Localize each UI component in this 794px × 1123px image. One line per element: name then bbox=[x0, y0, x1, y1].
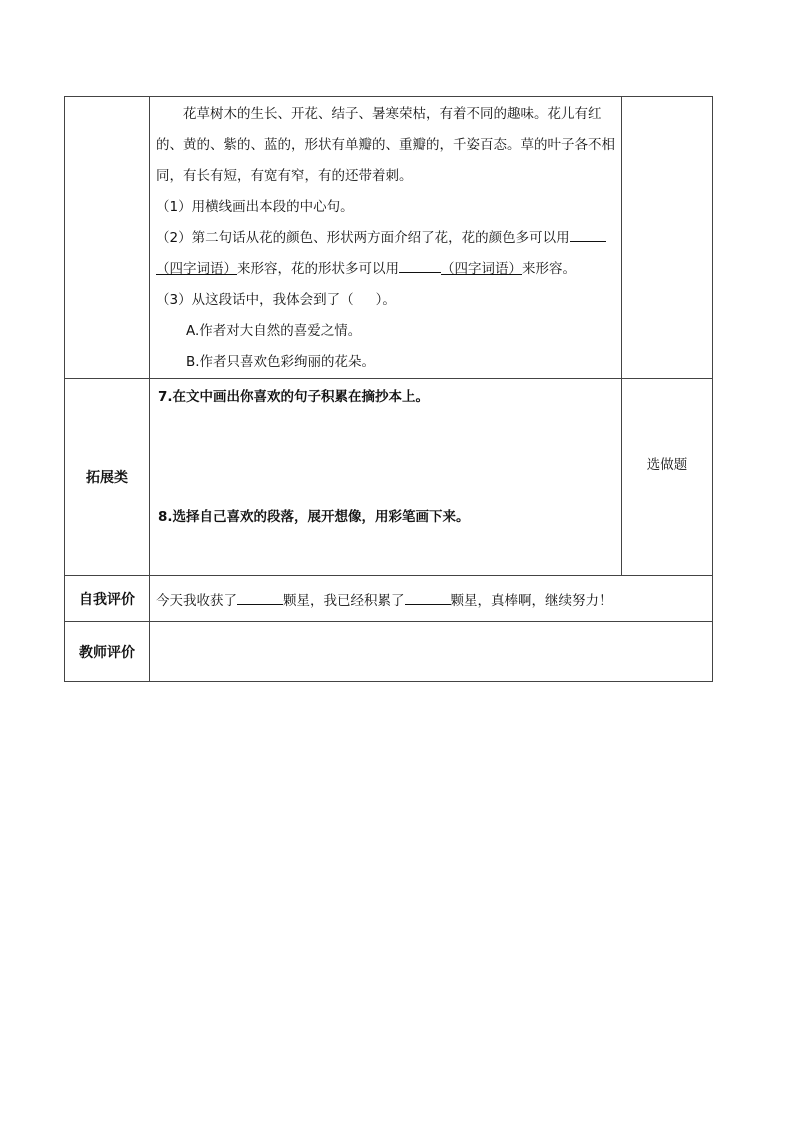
teacher-eval-label: 教师评价 bbox=[65, 622, 150, 682]
self-eval-part3: 颗星，真棒啊，继续努力！ bbox=[450, 593, 613, 609]
question-7: 7.在文中画出你喜欢的句子积累在摘抄本上。 bbox=[158, 389, 430, 405]
question-2-hint1: （四字词语） bbox=[156, 261, 237, 277]
question-2-part2: 来形容，花的形状多可以用 bbox=[237, 261, 399, 277]
optional-note: 选做题 bbox=[646, 457, 688, 473]
stars-today-blank[interactable] bbox=[237, 588, 283, 605]
self-eval-row bbox=[65, 576, 713, 622]
self-eval-label: 自我评价 bbox=[65, 576, 150, 622]
question-2-part3: 来形容。 bbox=[522, 261, 576, 277]
question-8: 8.选择自己喜欢的段落，展开想像，用彩笔画下来。 bbox=[158, 509, 470, 525]
question-3-part1: （3）从这段话中，我体会到了（ bbox=[156, 292, 354, 308]
reading-row bbox=[65, 97, 713, 379]
question-2 bbox=[156, 223, 615, 285]
passage-text: 花草树木的生长、开花、结子、暑寒荣枯，有着不同的趣味。花儿有红的、黄的、紫的、蓝的，形状有单瓣的、重瓣的，千姿百态。草的叶子各不相同，有长有短，有宽有窄，有的还带着刺。 bbox=[156, 106, 615, 184]
question-2-hint2: （四字词语） bbox=[441, 261, 522, 277]
extend-category-label: 拓展类 bbox=[65, 379, 150, 576]
option-a[interactable]: A.作者对大自然的喜爱之情。 bbox=[186, 323, 362, 339]
reading-category-cell bbox=[65, 97, 150, 379]
answer-blank-1[interactable] bbox=[570, 223, 606, 242]
extend-row bbox=[65, 379, 713, 576]
reading-passage-cell bbox=[150, 97, 622, 379]
question-3 bbox=[156, 285, 615, 316]
answer-blank-2[interactable] bbox=[399, 254, 441, 273]
teacher-eval-row bbox=[65, 622, 713, 682]
question-3-part2: ）。 bbox=[375, 292, 396, 308]
reading-note-cell bbox=[622, 97, 713, 379]
question-1: （1）用横线画出本段的中心句。 bbox=[156, 199, 354, 215]
teacher-eval-content[interactable] bbox=[150, 622, 713, 682]
question-2-part1: （2）第二句话从花的颜色、形状两方面介绍了花，花的颜色多可以用 bbox=[156, 230, 570, 246]
option-b[interactable]: B.作者只喜欢色彩绚丽的花朵。 bbox=[186, 354, 376, 370]
self-eval-content bbox=[150, 576, 713, 622]
self-eval-part2: 颗星，我已经积累了 bbox=[283, 593, 405, 609]
stars-total-blank[interactable] bbox=[405, 588, 451, 605]
worksheet-table bbox=[64, 96, 713, 682]
extend-content-cell bbox=[150, 379, 622, 576]
extend-note-cell bbox=[622, 379, 713, 576]
self-eval-part1: 今天我收获了 bbox=[156, 593, 237, 609]
